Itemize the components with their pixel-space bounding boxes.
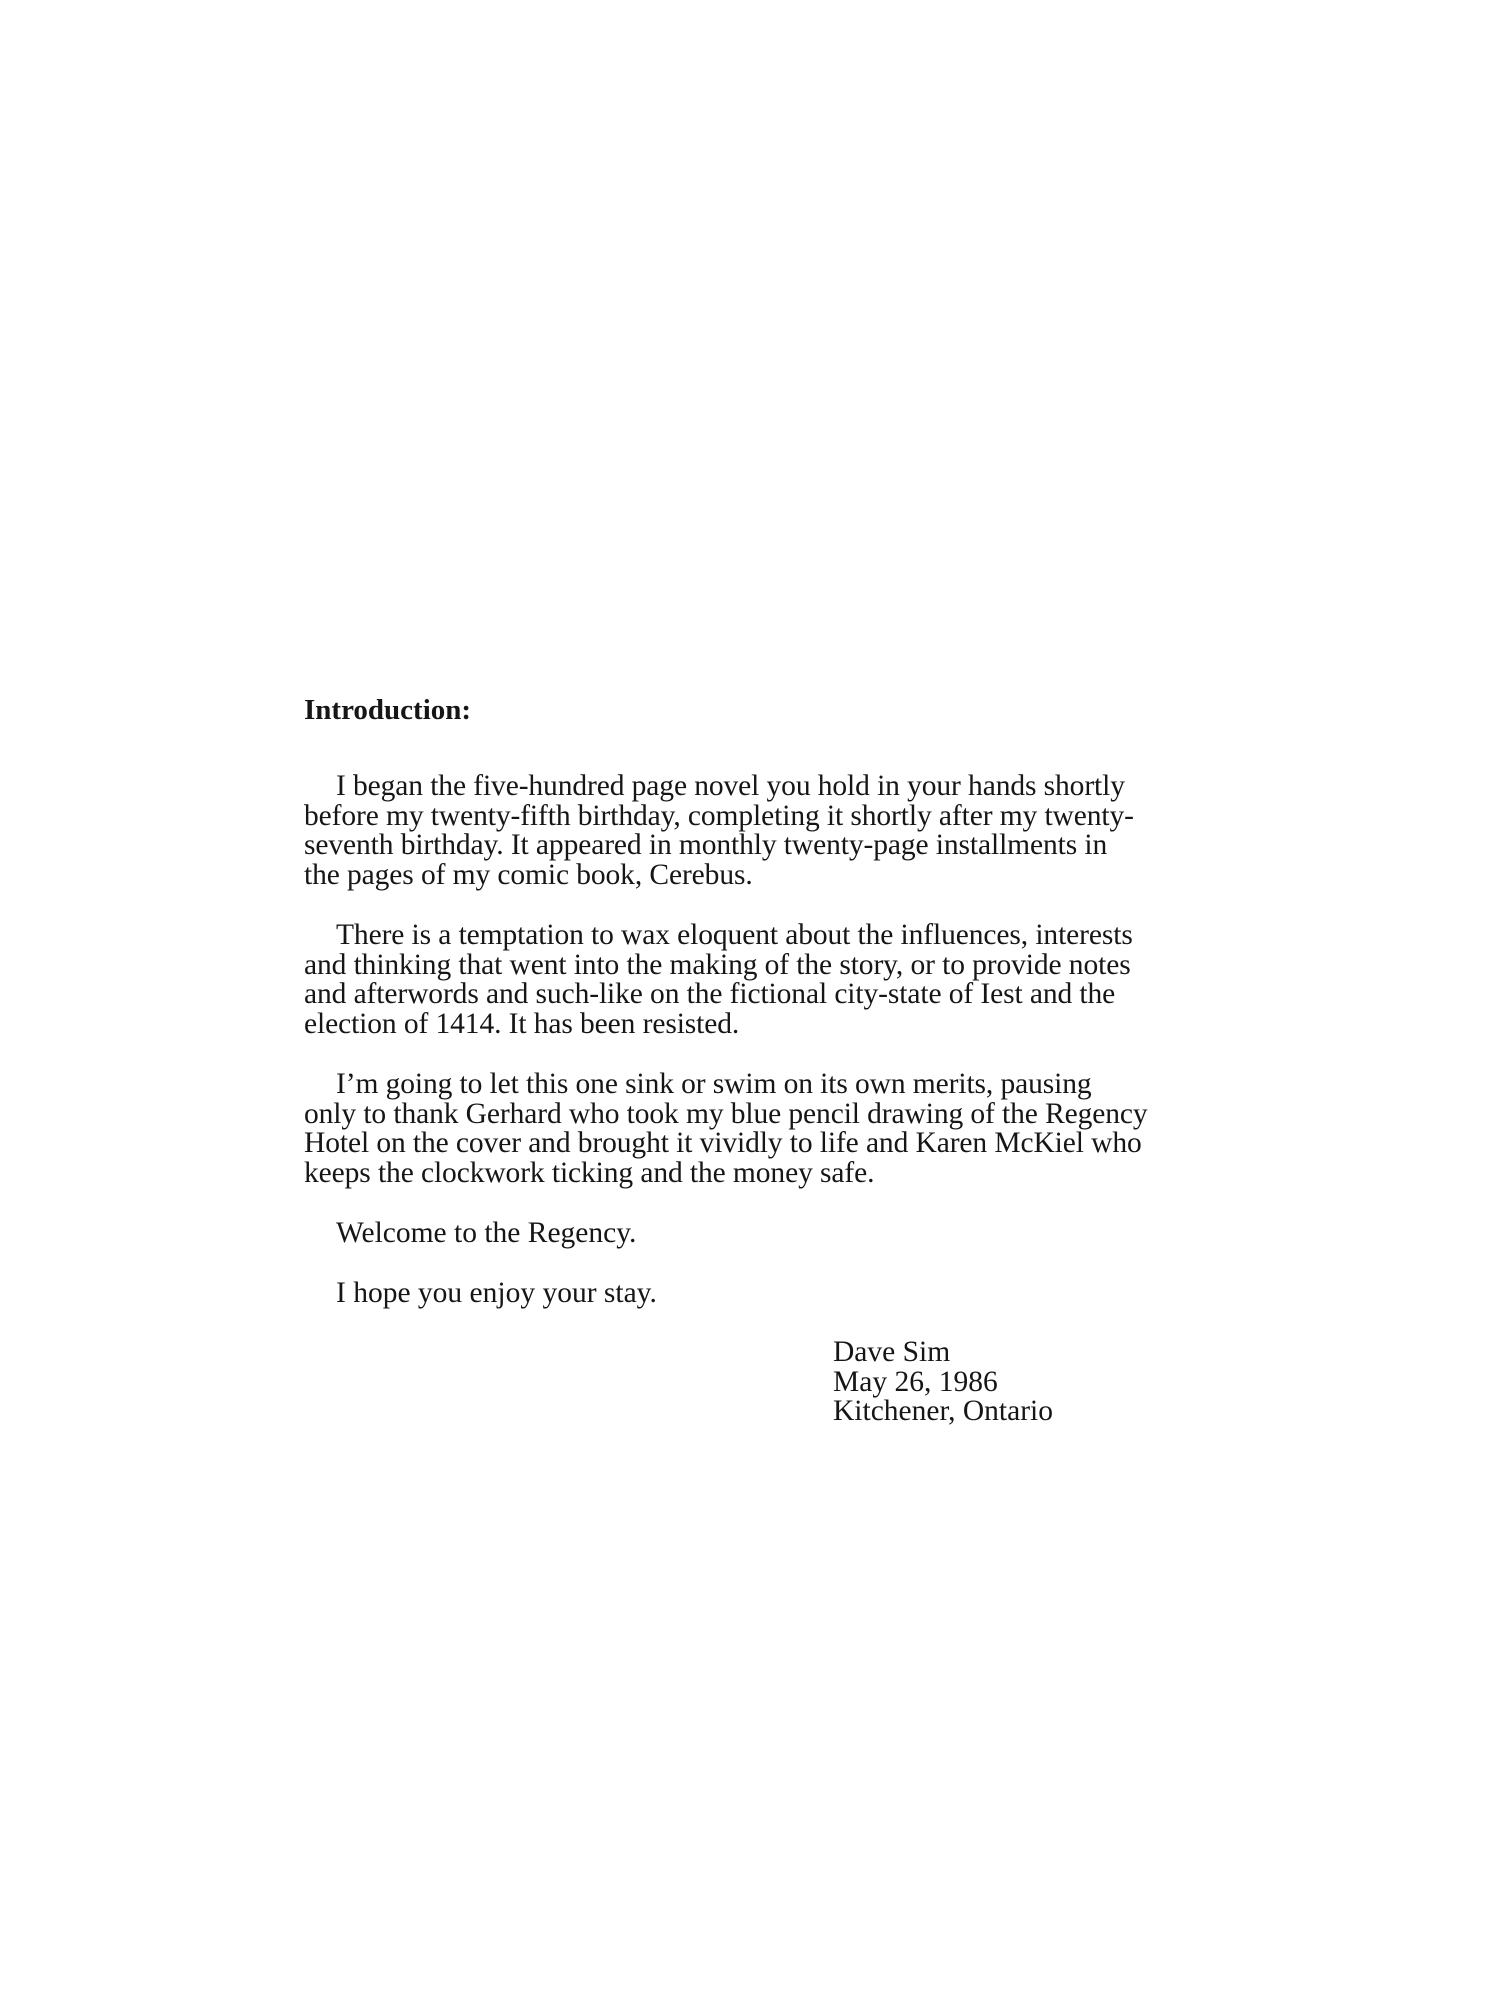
paragraph-3 [304, 1070, 1234, 1188]
paragraph-line: keeps the clockwork ticking and the money safe. [304, 1156, 875, 1189]
paragraph-line: the pages of my comic book, Cerebus. [304, 858, 753, 891]
paragraph-line: before my twenty-fifth birthday, completing it shortly after my twenty- [304, 799, 1134, 832]
paragraph-line: election of 1414. It has been resisted. [304, 1007, 740, 1040]
paragraph-line: only to thank Gerhard who took my blue pencil drawing of the Regency [304, 1097, 1148, 1130]
signature-date: May 26, 1986 [833, 1365, 998, 1398]
paragraph-line: seventh birthday. It appeared in monthly twenty-page installments in [304, 829, 1108, 861]
paragraph-line: I began the five-hundred page novel you hold in your hands shortly [336, 770, 1125, 802]
signature-block [833, 1338, 1053, 1427]
paragraph-2 [304, 921, 1234, 1039]
introduction-section [304, 692, 1234, 1338]
paragraph-line: Hotel on the cover and brought it vividly to life and Karen McKiel who [304, 1127, 1142, 1159]
paragraph-line: I’m going to let this one sink or swim on its own merits, pausing [336, 1068, 1092, 1100]
paragraph-line: and afterwords and such-like on the fictional city-state of Iest and the [304, 978, 1116, 1010]
introduction-heading: Introduction: [304, 694, 472, 726]
closing-line: I hope you enjoy your stay. [336, 1276, 657, 1309]
paragraph-1 [304, 772, 1234, 890]
welcome-line: Welcome to the Regency. [336, 1217, 637, 1249]
paragraph-line: and thinking that went into the making of the story, or to provide notes [304, 948, 1131, 981]
signature-place: Kitchener, Ontario [833, 1395, 1053, 1427]
author-name: Dave Sim [833, 1336, 951, 1368]
paragraph-line: There is a temptation to wax eloquent about the influences, interests [336, 919, 1133, 951]
